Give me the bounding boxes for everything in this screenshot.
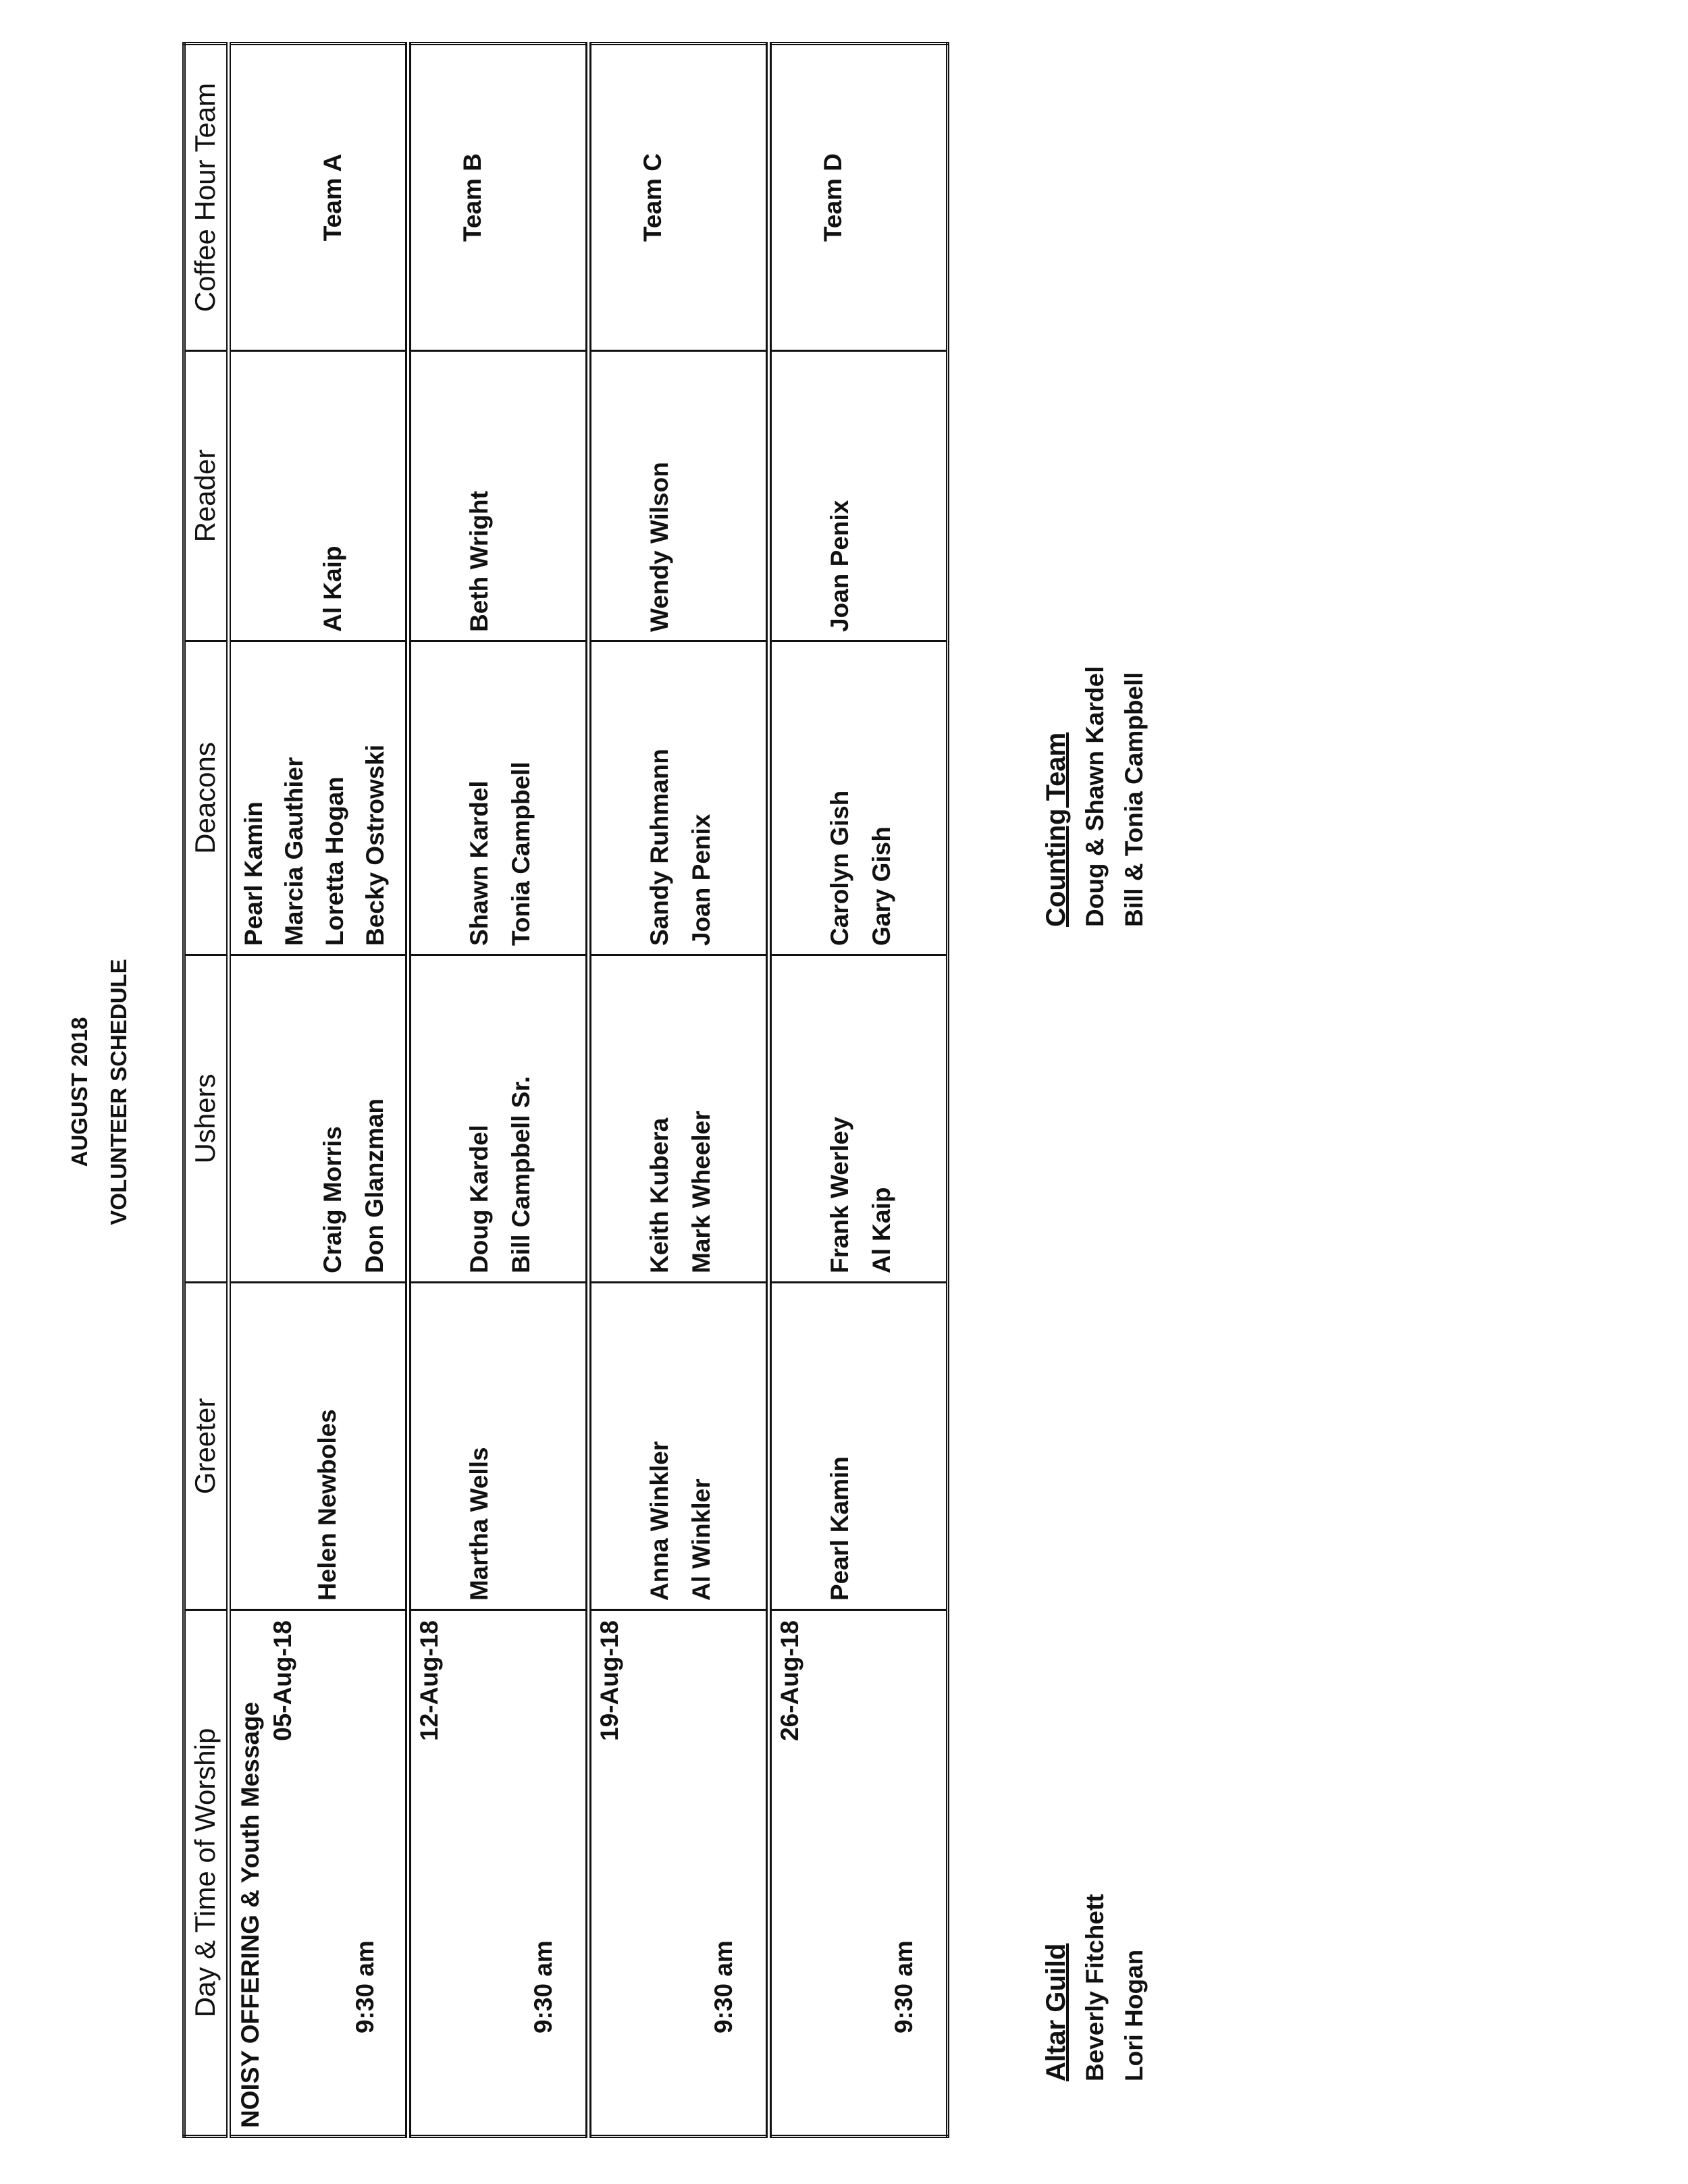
altar-guild-heading: Altar Guild: [1041, 1943, 1071, 2081]
counting-team-member: Bill & Tonia Campbell: [1120, 672, 1148, 927]
usher-name: Craig Morris: [319, 1126, 346, 1273]
usher-name: Al Kaip: [868, 1187, 895, 1273]
greeter-cell: [591, 1283, 766, 1609]
ushers-cell: [772, 956, 946, 1281]
table-header-row: [184, 44, 229, 2137]
reader-cell: [411, 352, 585, 640]
ushers-cell: [591, 956, 766, 1281]
coffee-team-cell: [772, 45, 946, 350]
coffee-team-cell: [231, 45, 405, 350]
table-row: [769, 44, 948, 2137]
reader-cell: [591, 352, 766, 640]
deacons-cell: [591, 642, 766, 954]
usher-name: Doug Kardel: [465, 1125, 493, 1273]
coffee-team-cell: [411, 45, 585, 350]
deacon-name: Becky Ostrowski: [361, 744, 389, 946]
service-time: 9:30 am: [710, 1940, 737, 2033]
day-time-cell: [231, 1611, 405, 2135]
deacon-name: Marcia Gauthier: [280, 757, 308, 946]
coffee-team-cell: [591, 45, 766, 350]
deacons-cell: [231, 642, 405, 954]
greeter-name: Pearl Kamin: [826, 1456, 853, 1601]
service-time: 9:30 am: [529, 1940, 557, 2033]
counting-team-member: Doug & Shawn Kardel: [1081, 666, 1109, 927]
reader-cell: [772, 352, 946, 640]
column-header-day-time: Day & Time of Worship: [184, 1610, 229, 2137]
service-time: 9:30 am: [890, 1940, 918, 2033]
usher-name: Mark Wheeler: [687, 1111, 715, 1273]
reader-name: Wendy Wilson: [645, 462, 673, 632]
greeter-name: Al Winkler: [687, 1479, 715, 1601]
counting-team-list: [1036, 666, 1154, 927]
deacon-name: Sandy Ruhmann: [645, 749, 673, 946]
coffee-team: Team B: [458, 153, 486, 242]
column-header-ushers: Ushers: [184, 955, 229, 1283]
service-date: 05-Aug-18: [269, 1620, 296, 1741]
greeter-cell: [411, 1283, 585, 1609]
schedule-title: VOLUNTEER SCHEDULE: [106, 959, 131, 1225]
deacon-name: Loretta Hogan: [321, 776, 348, 946]
altar-guild-member: Lori Hogan: [1120, 1949, 1148, 2081]
greeter-cell: [231, 1283, 405, 1609]
reader-cell: [231, 352, 405, 640]
altar-guild-member: Beverly Fitchett: [1081, 1894, 1109, 2081]
service-note: NOISY OFFERING & Youth Message: [236, 1701, 264, 2128]
deacons-cell: [411, 642, 585, 954]
deacon-name: Carolyn Gish: [826, 790, 853, 946]
deacon-name: Tonia Campbell: [507, 762, 535, 946]
day-time-cell: [411, 1611, 585, 2135]
schedule-month-title: AUGUST 2018: [67, 1017, 92, 1167]
day-time-cell: [591, 1611, 766, 2135]
reader-name: Joan Penix: [826, 500, 853, 632]
usher-name: Don Glanzman: [361, 1098, 388, 1273]
usher-name: Keith Kubera: [645, 1117, 673, 1273]
service-date: 12-Aug-18: [415, 1620, 443, 1741]
day-time-cell: [772, 1611, 946, 2135]
service-date: 19-Aug-18: [596, 1620, 623, 1741]
counting-team-heading: Counting Team: [1041, 732, 1071, 927]
deacon-name: Gary Gish: [868, 826, 895, 946]
reader-name: Al Kaip: [319, 545, 346, 632]
deacon-name: Joan Penix: [687, 814, 715, 946]
column-header-greeter: Greeter: [184, 1283, 229, 1610]
coffee-team: Team C: [639, 153, 666, 242]
usher-name: Bill Campbell Sr.: [507, 1076, 535, 1273]
usher-name: Frank Werley: [826, 1117, 853, 1273]
service-date: 26-Aug-18: [776, 1620, 803, 1741]
column-header-reader: Reader: [184, 351, 229, 641]
column-header-coffee-hour-team: Coffee Hour Team: [184, 44, 229, 351]
coffee-team: Team D: [819, 153, 847, 242]
table-row: [408, 44, 589, 2137]
deacon-name: Shawn Kardel: [465, 780, 493, 946]
deacon-name: Pearl Kamin: [240, 801, 267, 946]
table-row: [229, 44, 408, 2137]
coffee-team: Team A: [319, 153, 346, 242]
altar-guild-list: [1036, 1894, 1154, 2081]
greeter-name: Helen Newboles: [313, 1409, 341, 1601]
reader-name: Beth Wright: [465, 491, 493, 632]
service-time: 9:30 am: [351, 1940, 379, 2033]
ushers-cell: [231, 956, 405, 1281]
table-row: [589, 44, 769, 2137]
ushers-cell: [411, 956, 585, 1281]
deacons-cell: [772, 642, 946, 954]
greeter-name: Martha Wells: [465, 1447, 493, 1601]
greeter-cell: [772, 1283, 946, 1609]
column-header-deacons: Deacons: [184, 641, 229, 955]
greeter-name: Anna Winkler: [645, 1441, 673, 1601]
volunteer-schedule-table: [182, 42, 949, 2138]
